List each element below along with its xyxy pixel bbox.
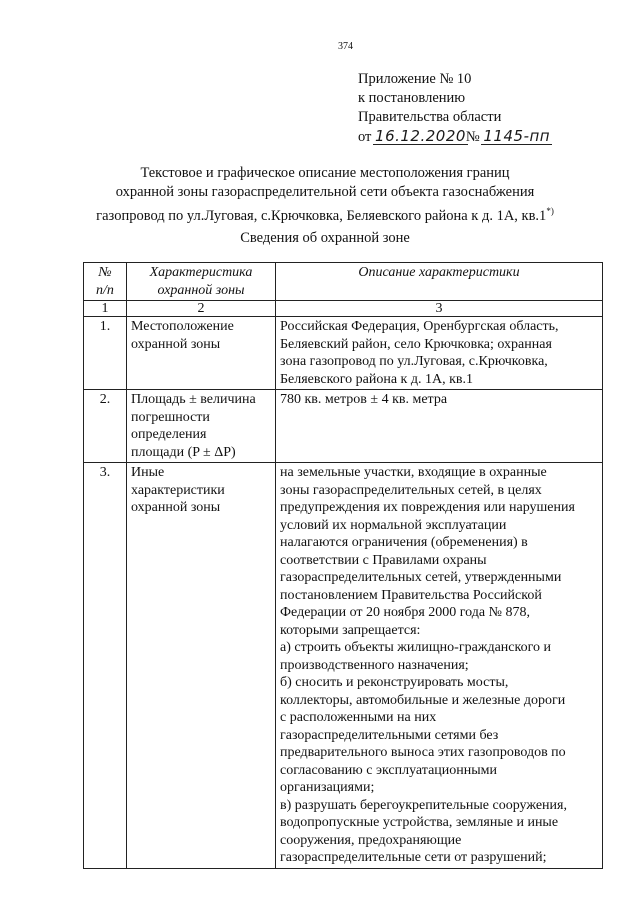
title-line-3 bbox=[60, 202, 590, 226]
header-characteristic: Характеристика охранной зоны bbox=[127, 263, 276, 301]
document-title bbox=[60, 164, 590, 226]
row-description: 780 кв. метров ± 4 кв. метра bbox=[276, 390, 603, 463]
title-line-3-text: газопровод по ул.Луговая, с.Крючковка, Беляевского района к д. 1А, кв.1 bbox=[96, 207, 547, 224]
column-number: 2 bbox=[127, 301, 276, 317]
row-number: 2. bbox=[84, 390, 127, 463]
appendix-date-line bbox=[358, 127, 550, 147]
handwritten-date: 16.12.2020 bbox=[375, 127, 466, 145]
row-number: 3. bbox=[84, 463, 127, 869]
appendix-number-sign: № bbox=[465, 129, 480, 145]
column-number-row bbox=[84, 301, 603, 317]
row-number: 1. bbox=[84, 317, 127, 390]
row-description: на земельные участки, входящие в охранные зоны газораспределительных сетей, в целях предупреждения их повреждения или нарушения условий их нормальной эксплуатации налагаются ограничения (обременения) в соответствии с Правилами охраны газораспределительных сетей, утвержденными постановлением Правительства Российской Федерации от 20 ноября 2000 года № 878, которыми запрещается: а) строить объекты жилищно-гражданского и производственного назначения; б) сносить и реконструировать мосты, коллекторы, автомобильные и железные дороги с расположенными на них газораспределительными сетями без предварительного выноса этих газопроводов по согласованию с эксплуатационными организациями; в) разрушать берегоукрепительные сооружения, водопропускные устройства, земляные и иные сооружения, предохраняющие газораспределительные сети от разрушений; bbox=[276, 463, 603, 869]
column-number: 1 bbox=[84, 301, 127, 317]
title-line-2: охранной зоны газораспределительной сети объекта газоснабжения bbox=[115, 184, 535, 200]
appendix-government: Правительства области bbox=[358, 109, 502, 125]
row-characteristic: Местоположение охранной зоны bbox=[127, 317, 276, 390]
row-characteristic: Площадь ± величина погрешности определения площади (P ± ΔP) bbox=[127, 390, 276, 463]
appendix-from: от bbox=[358, 129, 372, 145]
page-number: 374 bbox=[338, 41, 353, 52]
table-row bbox=[84, 390, 603, 463]
table-row bbox=[84, 463, 603, 869]
title-line-1: Текстовое и графическое описание местоположения границ bbox=[140, 165, 510, 181]
header-number: № п/п bbox=[84, 263, 127, 301]
row-description: Российская Федерация, Оренбургская область, Беляевский район, село Крючковка; охранная зона газопровод по ул.Луговая, с.Крючковка, Беляевского района к д. 1А, кв.1 bbox=[276, 317, 603, 390]
appendix-title: Приложение № 10 bbox=[358, 71, 472, 87]
header-description: Описание характеристики bbox=[276, 263, 603, 301]
handwritten-number: 1145-пп bbox=[483, 127, 551, 145]
table-header-row bbox=[84, 263, 603, 301]
table-row bbox=[84, 317, 603, 390]
appendix-block bbox=[358, 70, 550, 147]
appendix-resolution: к постановлению bbox=[358, 90, 466, 106]
zone-info-table bbox=[83, 262, 603, 869]
column-number: 3 bbox=[276, 301, 603, 317]
row-characteristic: Иные характеристики охранной зоны bbox=[127, 463, 276, 869]
footnote-mark: *) bbox=[546, 206, 554, 216]
section-subtitle: Сведения об охранной зоне bbox=[240, 230, 410, 246]
